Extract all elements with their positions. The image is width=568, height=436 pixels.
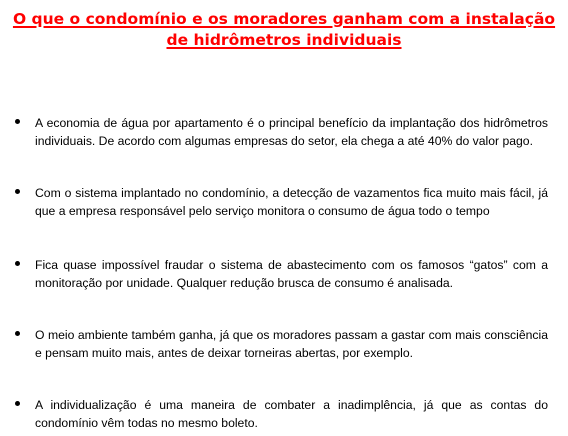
list-item-text: A economia de água por apartamento é o principal benefício da implantação dos hidrômetros individuais. De acordo com algumas empresas do setor, ela chega a até 40% do valor pago. (35, 116, 548, 148)
list-item-text: O meio ambiente também ganha, já que os moradores passam a gastar com mais consciência e pensam muito mais, antes de deixar torneiras abertas, por exemplo. (35, 328, 548, 360)
list-item-text: Com o sistema implantado no condomínio, a detecção de vazamentos fica muito mais fácil, já que a empresa responsável pelo serviço monitora o consumo de água todo o tempo (35, 186, 548, 218)
bullet-dot-icon (15, 261, 20, 266)
bullet-dot-icon (15, 331, 20, 336)
list-item-text: A individualização é uma maneira de combater a inadimplência, já que as contas do condomínio vêm todas no mesmo boleto. (35, 398, 548, 430)
list-item-text: Fica quase impossível fraudar o sistema de abastecimento com os famosos “gatos” com a monitoração por unidade. Qualquer redução brusca de consumo é analisada. (35, 258, 548, 290)
document-title: O que o condomínio e os moradores ganham com a instalação de hidrômetros individuais (12, 10, 556, 49)
bullet-dot-icon (15, 401, 20, 406)
bullet-dot-icon (15, 119, 20, 124)
bullet-dot-icon (15, 189, 20, 194)
